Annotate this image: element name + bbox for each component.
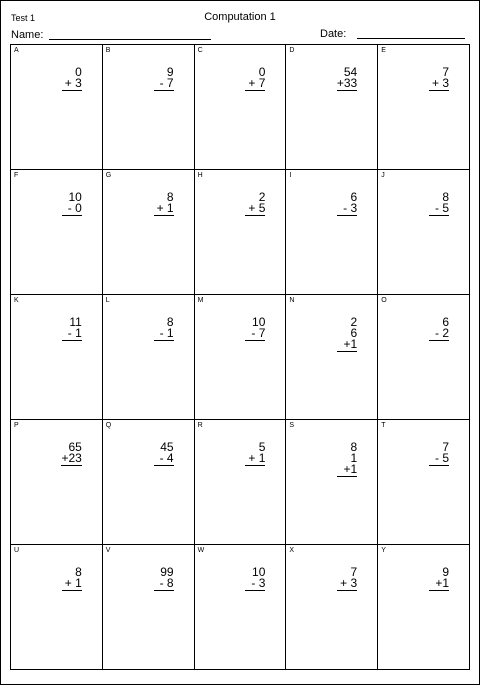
problem-letter: I	[289, 172, 292, 179]
problem-expression	[337, 192, 357, 216]
problem-cell	[195, 420, 287, 545]
problem-cell	[378, 545, 470, 670]
problem-letter: E	[381, 47, 386, 54]
problem-letter: F	[14, 172, 19, 179]
problem-letter: J	[381, 172, 385, 179]
problem-line: + 5	[245, 203, 265, 216]
problem-line: - 4	[154, 453, 174, 466]
problem-cell	[11, 545, 103, 670]
problem-cell	[11, 295, 103, 420]
problem-grid	[10, 44, 470, 670]
problem-line: 6	[350, 190, 358, 204]
problem-cell	[378, 420, 470, 545]
problem-cell	[103, 420, 195, 545]
problem-line: - 7	[154, 78, 174, 91]
problem-letter: K	[14, 297, 19, 304]
problem-line: +33	[336, 76, 358, 90]
problem-line: 45	[160, 440, 174, 454]
problem-letter: B	[105, 47, 111, 54]
problem-line: 8	[166, 190, 174, 204]
problem-line: - 5	[429, 203, 449, 216]
problem-expression	[62, 192, 82, 216]
problem-expression	[337, 67, 357, 91]
problem-letter: H	[197, 172, 203, 179]
problem-letter: L	[105, 297, 110, 304]
problem-line: 65	[68, 440, 82, 454]
problem-line: 7	[350, 565, 358, 579]
problem-line: 6	[350, 326, 358, 340]
problem-expression	[245, 442, 265, 466]
problem-cell	[195, 295, 287, 420]
name-label: Name:	[11, 29, 44, 41]
problem-expression	[245, 317, 265, 341]
problem-expression	[337, 567, 357, 591]
problem-expression	[154, 67, 174, 91]
problem-cell	[195, 45, 287, 170]
problem-line: +23	[61, 451, 82, 465]
problem-expression	[245, 67, 265, 91]
problem-line: - 1	[62, 328, 82, 341]
problem-letter: C	[197, 47, 203, 54]
problem-line: +1	[429, 578, 449, 591]
problem-line: - 0	[62, 203, 82, 216]
problem-expression	[429, 442, 449, 466]
problem-expression	[429, 567, 449, 591]
problem-line: - 8	[154, 578, 174, 591]
problem-line: 7	[442, 440, 449, 454]
problem-line: 10	[68, 190, 82, 204]
problem-cell	[11, 170, 103, 295]
problem-letter: P	[14, 422, 19, 429]
problem-line: + 1	[245, 453, 265, 466]
problem-cell	[195, 545, 287, 670]
problem-letter: T	[381, 422, 386, 429]
problem-line: 7	[442, 65, 449, 79]
problem-line: 6	[442, 315, 449, 329]
problem-line: 8	[166, 315, 174, 329]
problem-line: 1	[350, 451, 358, 465]
problem-cell	[378, 170, 470, 295]
problem-cell	[378, 45, 470, 170]
problem-line: 8	[350, 440, 358, 454]
problem-letter: V	[105, 547, 111, 554]
problem-expression	[154, 317, 174, 341]
problem-line: +1	[337, 339, 357, 352]
problem-letter: Q	[105, 422, 112, 429]
problem-line: 0	[258, 65, 266, 79]
problem-letter: U	[14, 547, 20, 554]
problem-line: 9	[166, 65, 174, 79]
problem-cell	[103, 545, 195, 670]
problem-letter: Y	[381, 547, 386, 554]
problem-line: 11	[69, 315, 82, 329]
problem-line: 2	[258, 190, 266, 204]
problem-letter: X	[289, 547, 295, 554]
problem-cell	[103, 295, 195, 420]
page-title: Computation 1	[204, 11, 276, 23]
problem-letter: R	[197, 422, 203, 429]
problem-cell	[103, 45, 195, 170]
problem-cell	[378, 295, 470, 420]
problem-line: +1	[337, 464, 357, 477]
problem-line: - 1	[154, 328, 174, 341]
problem-line: 10	[252, 565, 266, 579]
problem-line: + 3	[337, 578, 357, 591]
problem-expression	[61, 442, 81, 466]
problem-letter: S	[289, 422, 295, 429]
problem-line: - 2	[429, 328, 449, 341]
problem-expression	[429, 317, 449, 341]
problem-line: - 5	[429, 453, 449, 466]
problem-line: 2	[350, 315, 358, 329]
problem-letter: M	[197, 297, 204, 304]
problem-cell	[103, 170, 195, 295]
problem-cell	[286, 45, 378, 170]
problem-line: - 3	[337, 203, 357, 216]
problem-line: - 3	[245, 578, 265, 591]
problem-letter: G	[105, 172, 112, 179]
problem-line: 8	[442, 190, 449, 204]
problem-cell	[195, 170, 287, 295]
problem-expression	[154, 567, 174, 591]
problem-line: - 7	[245, 328, 265, 341]
problem-expression	[62, 67, 82, 91]
problem-expression	[337, 317, 357, 352]
problem-letter: W	[197, 547, 205, 554]
problem-line: 54	[343, 65, 358, 79]
problem-line: + 3	[62, 78, 82, 91]
problem-cell	[286, 295, 378, 420]
problem-line: 99	[160, 565, 174, 579]
problem-expression	[62, 567, 82, 591]
problem-line: 9	[442, 565, 449, 579]
problem-letter: A	[14, 47, 19, 54]
problem-cell	[11, 420, 103, 545]
problem-expression	[245, 192, 265, 216]
problem-expression	[154, 192, 174, 216]
problem-letter: D	[289, 47, 295, 54]
problem-line: 10	[252, 315, 266, 329]
problem-cell	[286, 545, 378, 670]
problem-expression	[62, 317, 82, 341]
problem-line: + 7	[245, 78, 265, 91]
problem-cell	[286, 420, 378, 545]
date-label: Date:	[320, 28, 347, 40]
problem-cell	[286, 170, 378, 295]
problem-line: 0	[75, 65, 82, 79]
problem-expression	[429, 192, 449, 216]
test-label: Test 1	[11, 13, 36, 23]
problem-letter: O	[381, 297, 387, 304]
problem-expression	[429, 67, 449, 91]
name-line	[49, 39, 211, 40]
problem-letter: N	[289, 297, 295, 304]
problem-line: 5	[258, 440, 266, 454]
problem-line: + 1	[154, 203, 174, 216]
problem-expression	[337, 442, 357, 477]
problem-cell	[11, 45, 103, 170]
problem-expression	[245, 567, 265, 591]
problem-line: 8	[75, 565, 82, 579]
problem-expression	[154, 442, 174, 466]
problem-line: + 1	[62, 578, 82, 591]
date-line	[357, 38, 465, 39]
problem-line: + 3	[429, 78, 449, 91]
